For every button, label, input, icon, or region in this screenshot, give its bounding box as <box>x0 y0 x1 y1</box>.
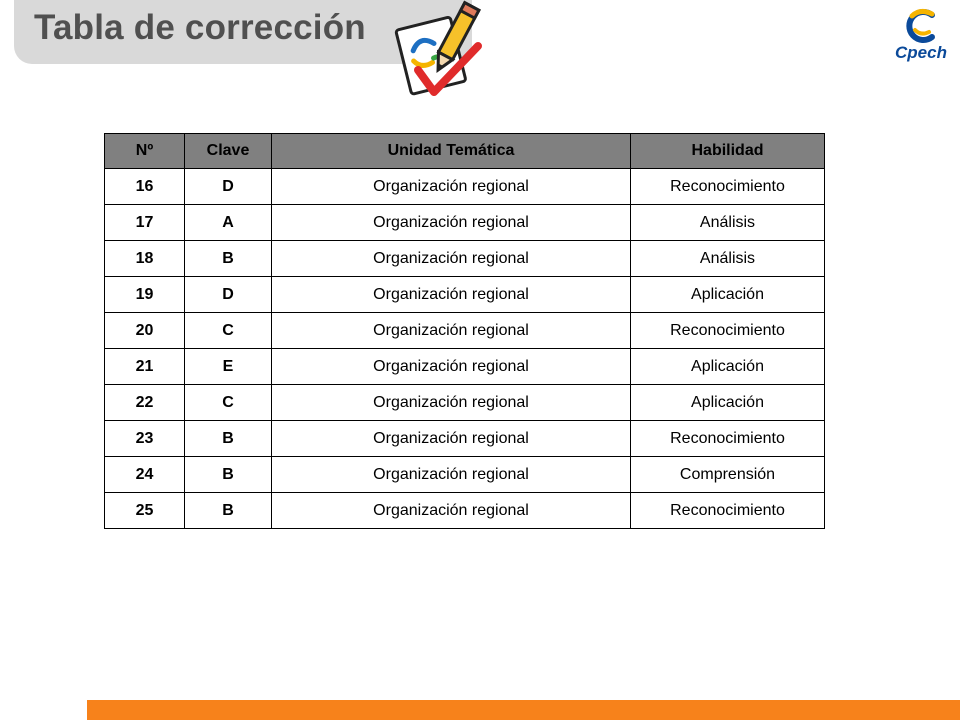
table-row <box>105 241 825 277</box>
cell-unit: Organización regional <box>272 385 631 421</box>
cell-unit: Organización regional <box>272 493 631 529</box>
table-row <box>105 349 825 385</box>
cell-unit: Organización regional <box>272 421 631 457</box>
table-row <box>105 493 825 529</box>
logo-text: Cpech <box>895 43 947 62</box>
cell-skill: Reconocimiento <box>631 421 825 457</box>
pencil-checkmark-icon <box>394 0 484 104</box>
cell-skill: Reconocimiento <box>631 169 825 205</box>
table-row <box>105 277 825 313</box>
cell-number: 22 <box>105 385 185 421</box>
cell-skill: Aplicación <box>631 385 825 421</box>
cell-unit: Organización regional <box>272 205 631 241</box>
bottom-accent-bar <box>87 700 960 720</box>
table-row <box>105 169 825 205</box>
cell-key: B <box>185 493 272 529</box>
header-skill: Habilidad <box>631 134 825 169</box>
cell-key: C <box>185 313 272 349</box>
header-unit: Unidad Temática <box>272 134 631 169</box>
cell-key: B <box>185 457 272 493</box>
cell-key: C <box>185 385 272 421</box>
correction-table <box>104 133 825 529</box>
cell-unit: Organización regional <box>272 241 631 277</box>
table-row <box>105 205 825 241</box>
cell-number: 23 <box>105 421 185 457</box>
page-title: Tabla de corrección <box>34 8 366 47</box>
cell-number: 18 <box>105 241 185 277</box>
table-row <box>105 421 825 457</box>
cell-skill: Reconocimiento <box>631 313 825 349</box>
cell-skill: Comprensión <box>631 457 825 493</box>
cell-unit: Organización regional <box>272 457 631 493</box>
cell-number: 17 <box>105 205 185 241</box>
cell-number: 19 <box>105 277 185 313</box>
table-row <box>105 385 825 421</box>
header-number: Nº <box>105 134 185 169</box>
cell-number: 20 <box>105 313 185 349</box>
cell-unit: Organización regional <box>272 169 631 205</box>
cell-number: 24 <box>105 457 185 493</box>
cell-key: B <box>185 421 272 457</box>
cell-skill: Análisis <box>631 241 825 277</box>
header-key: Clave <box>185 134 272 169</box>
cell-key: D <box>185 277 272 313</box>
cell-key: D <box>185 169 272 205</box>
table-row <box>105 457 825 493</box>
table-header-row <box>105 134 825 169</box>
cell-number: 21 <box>105 349 185 385</box>
table-row <box>105 313 825 349</box>
cell-key: E <box>185 349 272 385</box>
cell-unit: Organización regional <box>272 313 631 349</box>
cell-skill: Aplicación <box>631 277 825 313</box>
cell-skill: Reconocimiento <box>631 493 825 529</box>
cell-key: A <box>185 205 272 241</box>
cell-unit: Organización regional <box>272 349 631 385</box>
cell-number: 16 <box>105 169 185 205</box>
cpech-logo <box>888 6 954 72</box>
cell-skill: Aplicación <box>631 349 825 385</box>
cell-key: B <box>185 241 272 277</box>
cell-number: 25 <box>105 493 185 529</box>
cell-skill: Análisis <box>631 205 825 241</box>
cell-unit: Organización regional <box>272 277 631 313</box>
